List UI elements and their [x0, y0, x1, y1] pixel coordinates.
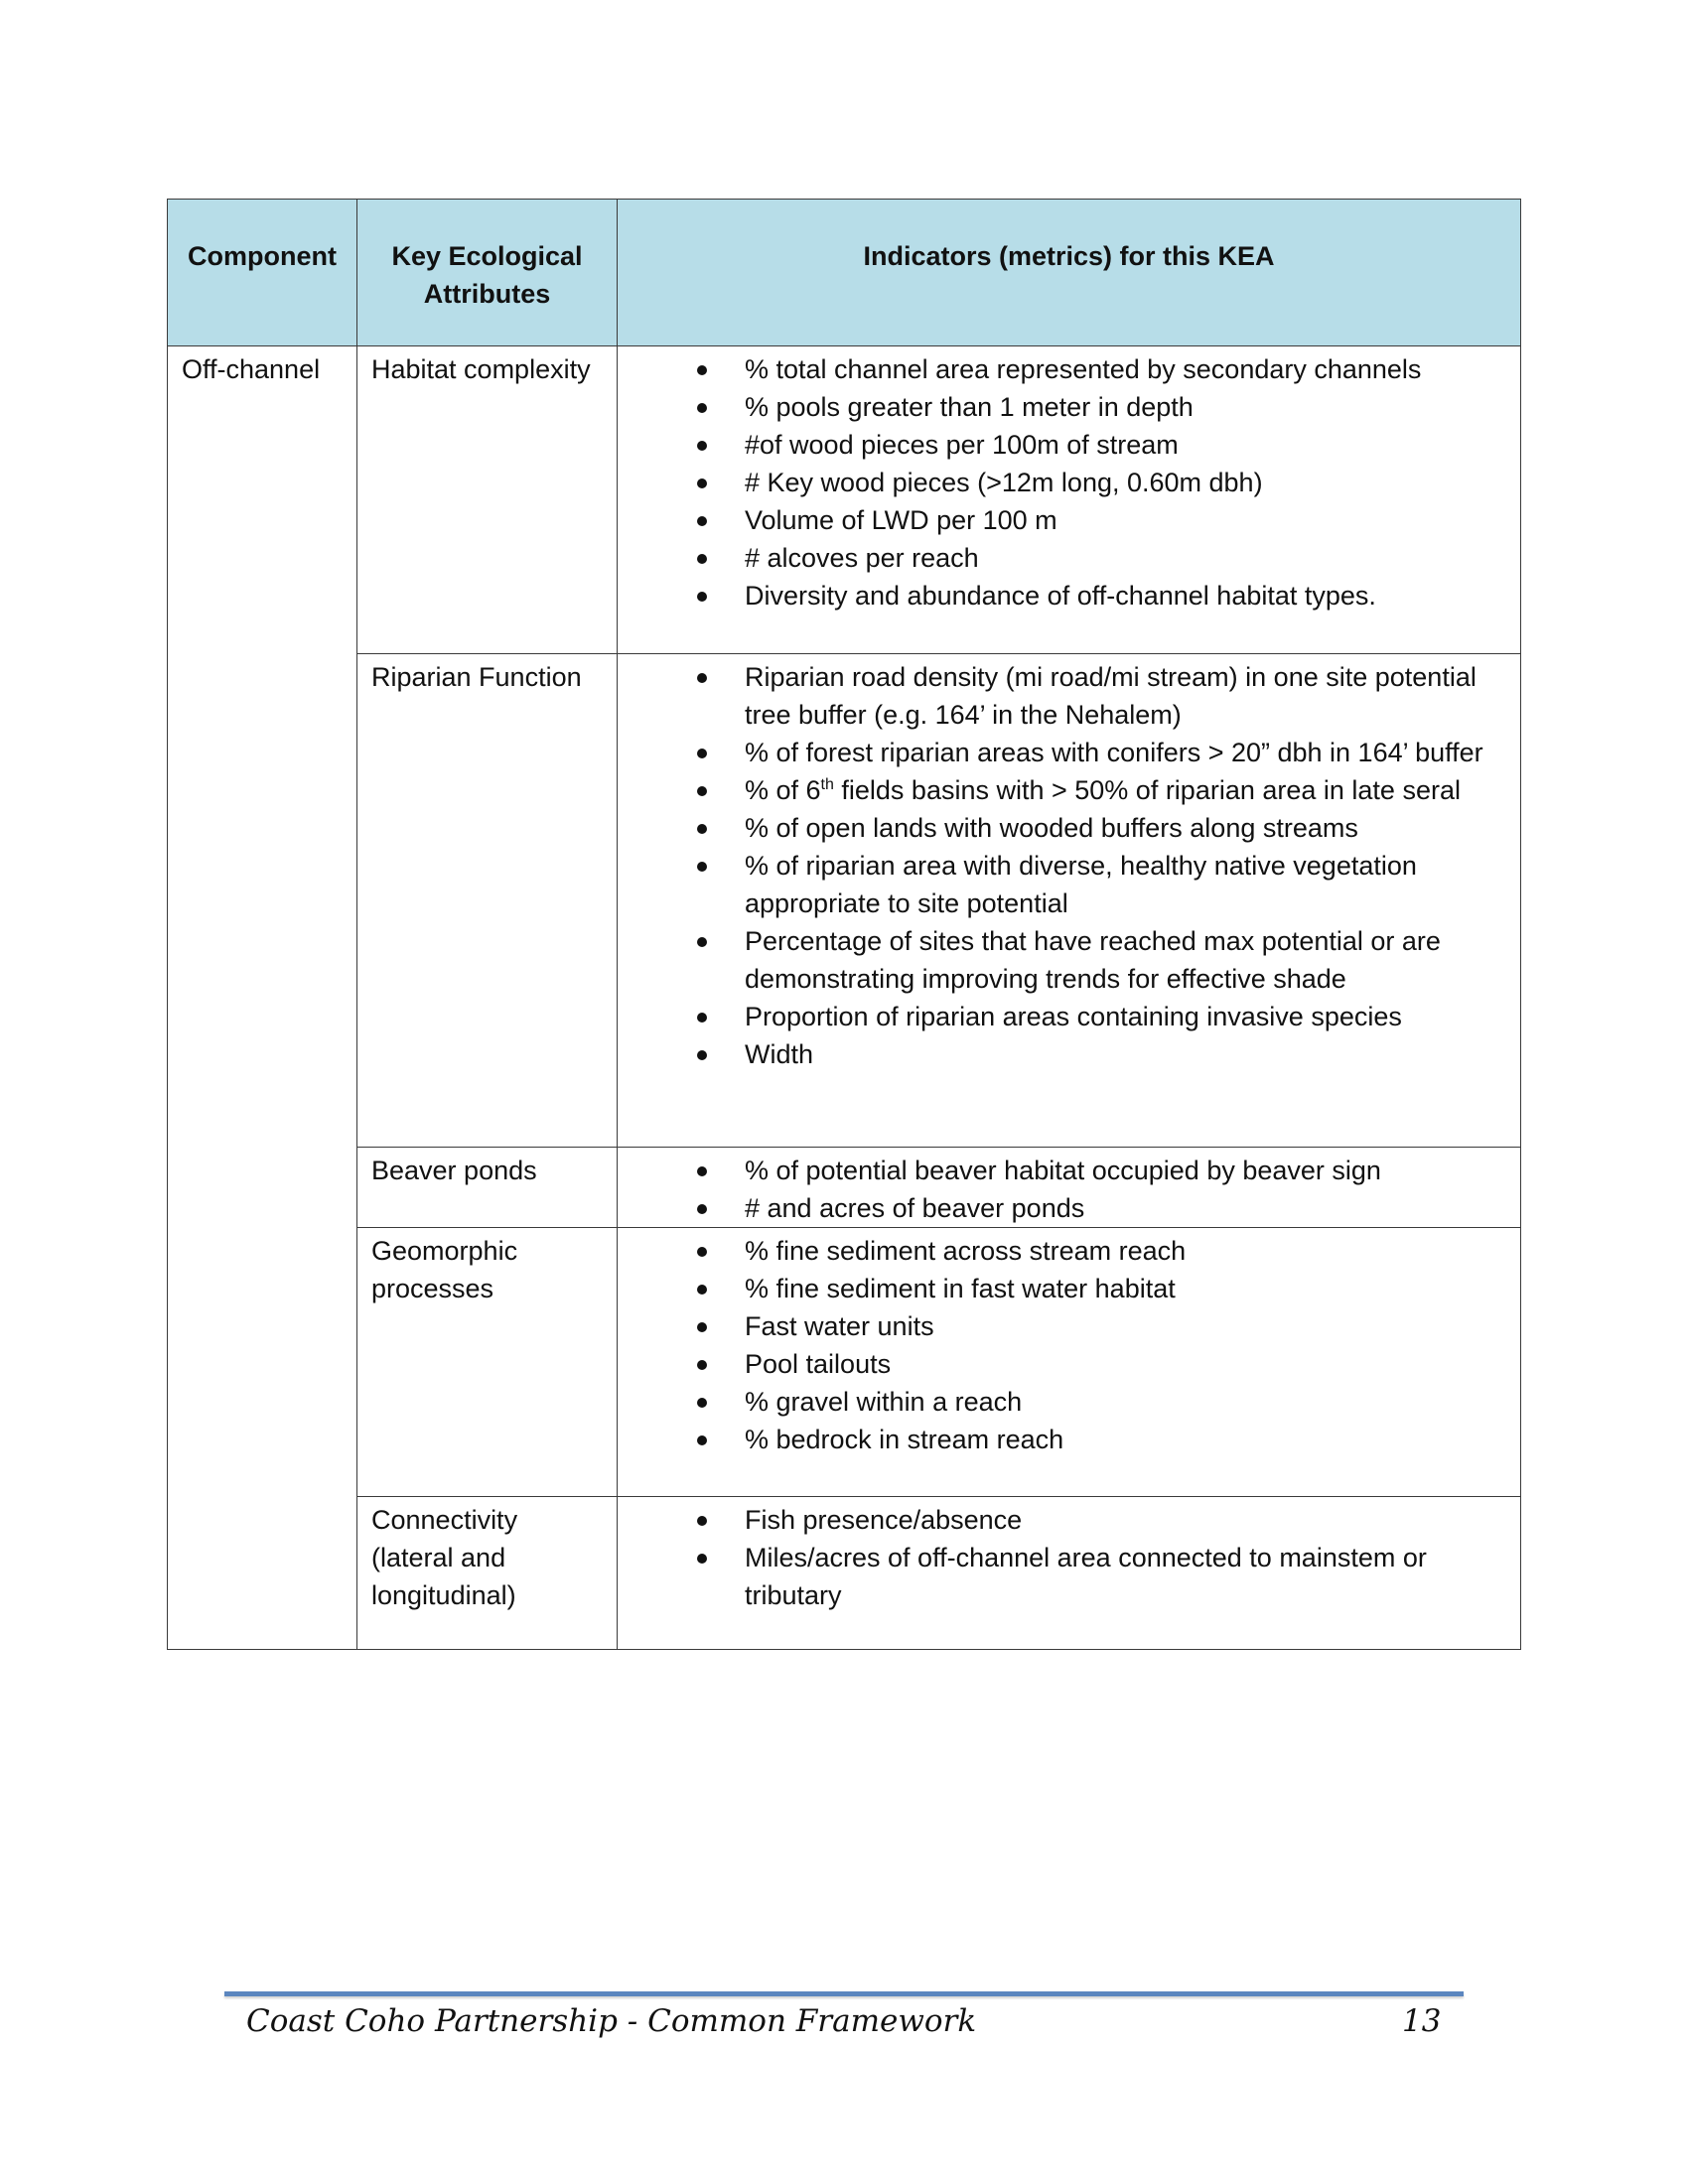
indicator-list — [632, 1501, 1508, 1614]
table-row — [168, 1497, 1521, 1650]
indicators-cell — [618, 1497, 1521, 1650]
list-item: % bedrock in stream reach — [632, 1421, 1508, 1458]
list-item: % fine sediment across stream reach — [632, 1232, 1508, 1270]
table-header-row — [168, 200, 1521, 346]
table-row — [168, 654, 1521, 1148]
indicators-cell — [618, 346, 1521, 654]
header-key-ecological-attributes: Key Ecological Attributes — [357, 200, 618, 346]
list-item: Diversity and abundance of off-channel habitat types. — [632, 577, 1508, 614]
list-item: Riparian road density (mi road/mi stream) in one site potential tree buffer (e.g. 164’ in the Nehalem) — [632, 658, 1508, 734]
kea-cell: Beaver ponds — [357, 1148, 618, 1228]
indicators-cell — [618, 654, 1521, 1148]
kea-cell: Riparian Function — [357, 654, 618, 1148]
list-item: Proportion of riparian areas containing invasive species — [632, 998, 1508, 1035]
list-item: % of open lands with wooded buffers along streams — [632, 809, 1508, 847]
table-row — [168, 346, 1521, 654]
kea-cell: Habitat complexity — [357, 346, 618, 654]
header-component: Component — [168, 200, 357, 346]
list-item: Pool tailouts — [632, 1345, 1508, 1383]
list-item: % total channel area represented by secondary channels — [632, 350, 1508, 388]
list-item: % of 6th fields basins with > 50% of riparian area in late seral — [632, 771, 1508, 809]
list-item: % gravel within a reach — [632, 1383, 1508, 1421]
list-item: % of riparian area with diverse, healthy native vegetation appropriate to site potential — [632, 847, 1508, 922]
footer-divider — [224, 1991, 1464, 1996]
list-item: % of potential beaver habitat occupied by beaver sign — [632, 1152, 1508, 1189]
list-item: #of wood pieces per 100m of stream — [632, 426, 1508, 464]
list-item: # and acres of beaver ponds — [632, 1189, 1508, 1227]
list-item: # Key wood pieces (>12m long, 0.60m dbh) — [632, 464, 1508, 501]
kea-cell: Connectivity (lateral and longitudinal) — [357, 1497, 618, 1650]
kea-cell: Geomorphic processes — [357, 1228, 618, 1497]
kea-indicators-table — [167, 199, 1521, 1650]
indicators-cell — [618, 1228, 1521, 1497]
list-item: % fine sediment in fast water habitat — [632, 1270, 1508, 1307]
indicator-list — [632, 1152, 1508, 1227]
indicators-cell — [618, 1148, 1521, 1228]
list-item: # alcoves per reach — [632, 539, 1508, 577]
list-item: Fish presence/absence — [632, 1501, 1508, 1539]
list-item: Width — [632, 1035, 1508, 1073]
list-item: Percentage of sites that have reached max potential or are demonstrating improving trends for effective shade — [632, 922, 1508, 998]
list-item: % pools greater than 1 meter in depth — [632, 388, 1508, 426]
header-indicators: Indicators (metrics) for this KEA — [618, 200, 1521, 346]
footer-title: Coast Coho Partnership - Common Framework — [246, 2003, 977, 2039]
table-row — [168, 1148, 1521, 1228]
component-cell: Off-channel — [168, 346, 357, 1650]
page-number: 13 — [1402, 2003, 1442, 2039]
list-item: % of forest riparian areas with conifers > 20” dbh in 164’ buffer — [632, 734, 1508, 771]
table-row — [168, 1228, 1521, 1497]
indicator-list — [632, 658, 1508, 1073]
list-item: Volume of LWD per 100 m — [632, 501, 1508, 539]
list-item: Miles/acres of off-channel area connected to mainstem or tributary — [632, 1539, 1508, 1614]
indicator-list — [632, 350, 1508, 614]
indicator-list — [632, 1232, 1508, 1458]
list-item: Fast water units — [632, 1307, 1508, 1345]
